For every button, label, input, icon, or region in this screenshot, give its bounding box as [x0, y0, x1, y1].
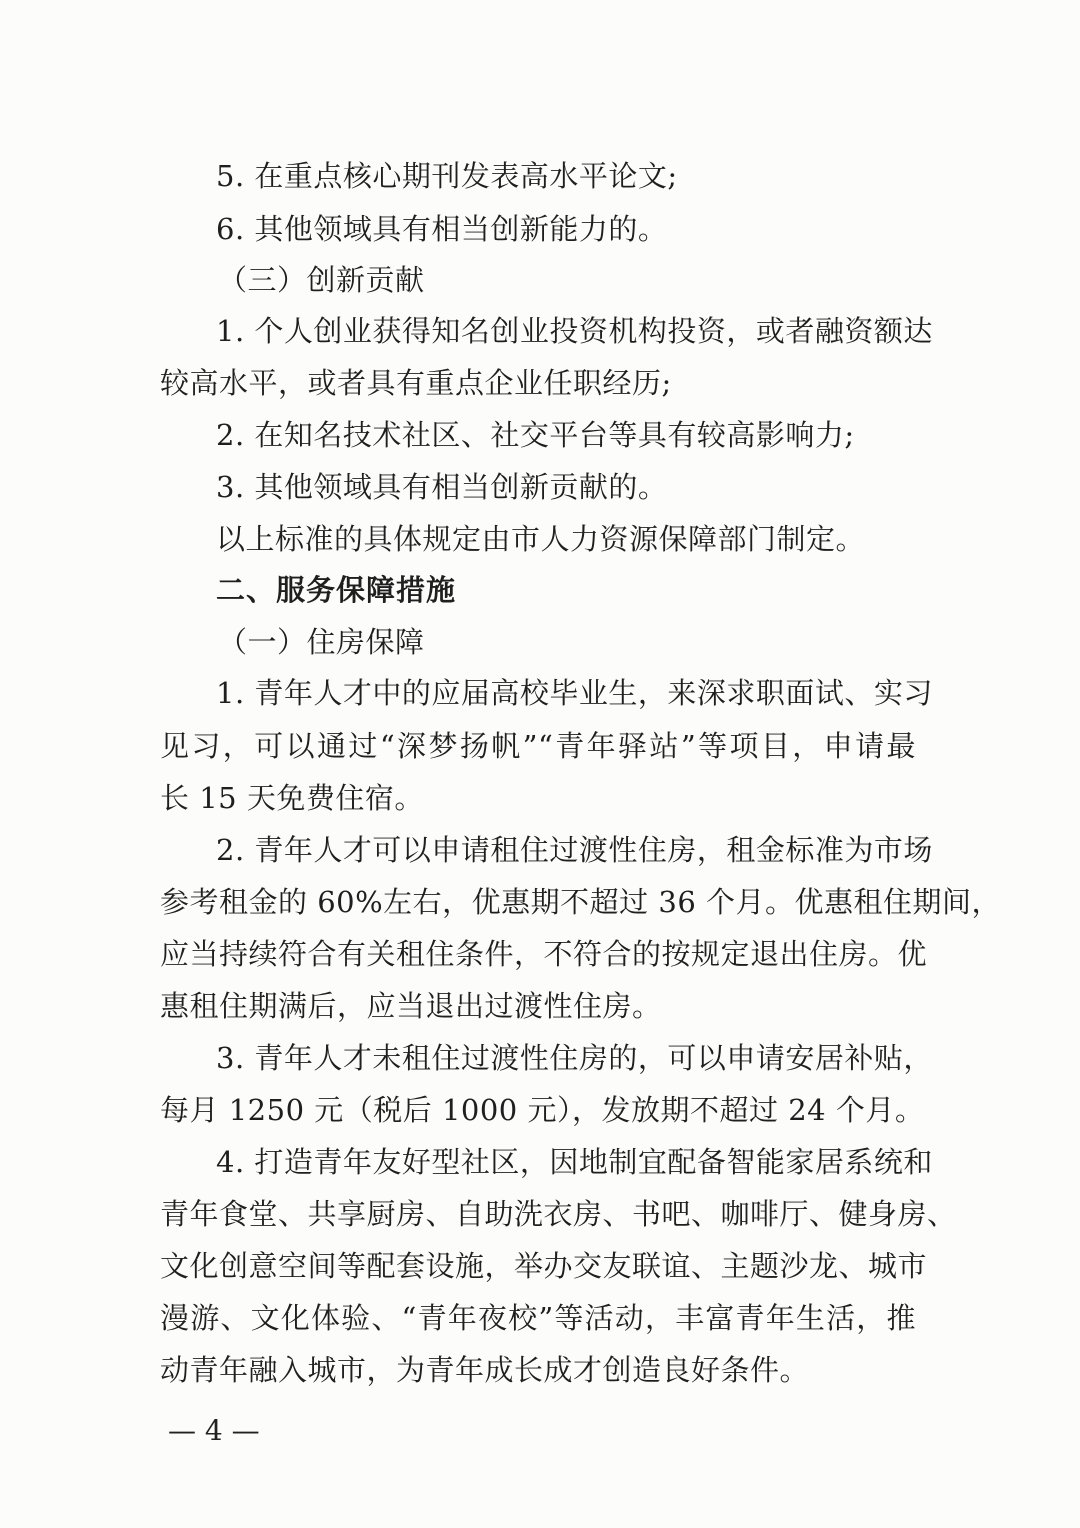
page-number: — 4 —: [168, 1414, 260, 1447]
text-line: 漫游、文化体验、“青年夜校”等活动，丰富青年生活，推: [160, 1301, 916, 1335]
text-line: 5. 在重点核心期刊发表高水平论文;: [216, 159, 678, 193]
text-line: 2. 在知名技术社区、社交平台等具有较高影响力;: [216, 418, 855, 452]
text-line: 以上标准的具体规定由市人力资源保障部门制定。: [216, 522, 866, 556]
text-line: 较高水平，或者具有重点企业任职经历;: [160, 366, 672, 400]
text-line: 4. 打造青年友好型社区，因地制宜配备智能家居系统和: [216, 1145, 933, 1179]
section-subheading: （三）创新贡献: [218, 263, 425, 297]
text-line: 应当持续符合有关租住条件，不符合的按规定退出住房。优: [160, 937, 928, 971]
text-line: 参考租金的 60%左右，优惠期不超过 36 个月。优惠租住期间，: [160, 885, 1002, 919]
text-line: 2. 青年人才可以申请租住过渡性住房，租金标准为市场: [216, 833, 933, 867]
text-line: 6. 其他领域具有相当创新能力的。: [216, 212, 668, 246]
text-line: 见习，可以通过“深梦扬帆”“青年驿站”等项目，申请最: [160, 729, 916, 763]
text-line: 1. 青年人才中的应届高校毕业生，来深求职面试、实习: [216, 676, 933, 710]
section-subheading: （一）住房保障: [218, 625, 425, 659]
text-line: 动青年融入城市，为青年成长成才创造良好条件。: [160, 1353, 810, 1387]
text-line: 文化创意空间等配套设施，举办交友联谊、主题沙龙、城市: [160, 1249, 928, 1283]
text-line: 1. 个人创业获得知名创业投资机构投资，或者融资额达: [216, 314, 933, 348]
text-line: 每月 1250 元（税后 1000 元），发放期不超过 24 个月。: [160, 1093, 925, 1127]
text-line: 长 15 天免费住宿。: [160, 781, 424, 815]
text-line: 3. 青年人才未租住过渡性住房的，可以申请安居补贴，: [216, 1041, 933, 1075]
text-line: 3. 其他领域具有相当创新贡献的。: [216, 470, 668, 504]
text-line: 青年食堂、共享厨房、自助洗衣房、书吧、咖啡厅、健身房、: [160, 1197, 957, 1231]
section-heading: 二、服务保障措施: [216, 573, 457, 607]
text-line: 惠租住期满后，应当退出过渡性住房。: [160, 989, 662, 1023]
